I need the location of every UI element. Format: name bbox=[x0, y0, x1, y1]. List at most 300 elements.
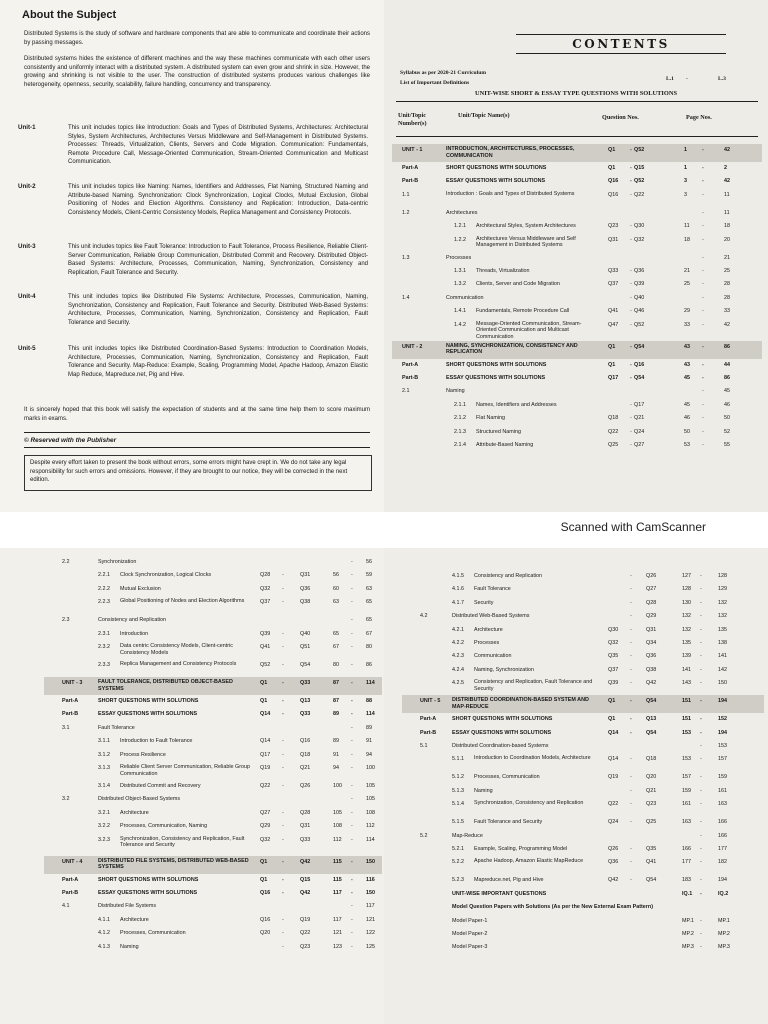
contents-row bbox=[384, 220, 768, 233]
page-end: 65 bbox=[366, 617, 372, 624]
question-end: Q23 bbox=[646, 801, 657, 808]
row-number: 1.3 bbox=[402, 254, 410, 261]
row-number: Part-A bbox=[402, 361, 419, 368]
row-title: Process Resilience bbox=[120, 751, 166, 758]
page-start: 53 bbox=[684, 442, 690, 448]
row-number: 3.1 bbox=[62, 724, 70, 731]
question-end: Q54 bbox=[646, 877, 657, 884]
row-title: Communication bbox=[474, 653, 512, 660]
unit-label: Unit-4 bbox=[18, 293, 36, 300]
page-end: 44 bbox=[724, 361, 730, 368]
range-dash: - bbox=[351, 823, 353, 830]
row-sub-number: 4.1.3 bbox=[98, 943, 110, 950]
row-number: Part-B bbox=[402, 178, 419, 185]
copyright-notice: © Reserved with the Publisher bbox=[24, 437, 117, 444]
unit-text: This unit includes topics like Distributed File Systems: Architecture, Processes, Communication, Naming, Synchronization, Consistency and Replication, Fault Tolerance and Security. Distributed Web-Based Systems: Architecture, Processes, Communication, Naming, Synchronization, Consistency and Replication, Fault Tolerance and Security. bbox=[68, 294, 368, 326]
unit-text: This unit includes topics like Fault Tolerance: Introduction to Fault Tolerance, Process Resilience, Reliable Client-Server Communication, Reliable Group Communication, Distributed Commit and Recovery. Distributed Object-Based Systems: Architecture, Processes, Communication, Naming, Synchronization, Consistency and Replication, Fault Tolerance and Security. bbox=[68, 244, 368, 276]
row-sub-number: 3.1.2 bbox=[98, 751, 110, 758]
question-end: Q54 bbox=[634, 375, 645, 381]
page-start: 127 bbox=[682, 573, 691, 579]
row-title: Introduction to Fault Tolerance bbox=[120, 738, 193, 745]
range-dash: - bbox=[351, 943, 353, 950]
row-sub-number: 4.2.4 bbox=[452, 666, 464, 673]
contents-row bbox=[384, 816, 768, 829]
question-start: Q28 bbox=[260, 572, 271, 579]
page-end: IQ.2 bbox=[718, 890, 729, 897]
page-end: 20 bbox=[724, 236, 730, 243]
question-end: Q27 bbox=[646, 586, 657, 593]
question-end: Q19 bbox=[300, 916, 311, 923]
contents-row bbox=[384, 359, 768, 372]
question-end: Q40 bbox=[634, 294, 645, 301]
contents-row bbox=[384, 624, 768, 637]
range-dash: - bbox=[351, 890, 353, 896]
range-dash: - bbox=[630, 716, 632, 723]
row-number: 2.3 bbox=[62, 617, 70, 624]
intro-paragraph-1: Distributed Systems is the study of software and hardware components that are able to communicate and coordinate their actions by passing messages. bbox=[24, 31, 370, 46]
range-dash: - bbox=[630, 442, 632, 448]
question-end: Q54 bbox=[634, 343, 645, 350]
page-start: 87 bbox=[333, 680, 339, 686]
contents-row bbox=[0, 596, 384, 614]
page-start: 56 bbox=[333, 572, 339, 579]
row-title: Threads, Virtualization bbox=[476, 268, 530, 274]
row-sub-number: 1.2.2 bbox=[454, 236, 466, 243]
range-dash: - bbox=[630, 147, 632, 153]
row-sub-number: 2.1.3 bbox=[454, 428, 466, 435]
row-title: Model Paper-2 bbox=[452, 931, 488, 937]
range-dash: - bbox=[282, 823, 284, 830]
question-end: Q21 bbox=[646, 787, 657, 794]
contents-row bbox=[384, 412, 768, 425]
range-dash: - bbox=[702, 268, 704, 274]
row-title: Clock Synchronization, Logical Clocks bbox=[120, 572, 212, 579]
page-start: 128 bbox=[682, 586, 691, 593]
page-end: 55 bbox=[724, 442, 730, 448]
page-end: 88 bbox=[366, 698, 372, 704]
page-end: 42 bbox=[724, 147, 730, 153]
row-number: 3.2 bbox=[62, 796, 70, 803]
range-dash: - bbox=[630, 613, 632, 620]
page-start: 108 bbox=[333, 823, 342, 830]
range-dash: - bbox=[351, 711, 353, 718]
page-start: 43 bbox=[684, 343, 690, 350]
question-start: Q14 bbox=[260, 738, 271, 745]
row-sub-number: 3.2.1 bbox=[98, 809, 110, 816]
page-end: 25 bbox=[724, 268, 730, 274]
question-end: Q51 bbox=[300, 644, 311, 650]
contents-row bbox=[0, 927, 384, 940]
row-title: ESSAY QUESTIONS WITH SOLUTIONS bbox=[98, 890, 198, 896]
row-number: 5.2 bbox=[420, 832, 428, 839]
range-dash: - bbox=[700, 680, 702, 687]
row-sub-number: 3.1.3 bbox=[98, 765, 110, 771]
question-start: Q37 bbox=[260, 599, 271, 606]
row-title: UNIT-WISE IMPORTANT QUESTIONS bbox=[452, 890, 547, 897]
contents-row bbox=[0, 749, 384, 762]
page-start: 21 bbox=[684, 268, 690, 274]
row-title: NAMING, SYNCHRONIZATION, CONSISTENCY AND REPLICATION bbox=[446, 342, 578, 356]
row-title: Naming, Synchronization bbox=[474, 666, 534, 673]
unit-text: This unit includes topics like Distributed Coordination-Based Systems: Introduction to Coordination Models, Architecture, Processes, Communication, Naming, Synchronization, Consistency and Replication, Fault Tolerance and Security. Map-Reduce: Example, Scaling, Programming Model, Apache Hadoop, Amazon Elastic Map Reduce, Mapreduce.net, Pig and Hive. bbox=[68, 346, 368, 378]
range-dash: - bbox=[700, 890, 702, 897]
range-dash: - bbox=[700, 944, 702, 951]
page-start: 143 bbox=[682, 680, 691, 687]
question-start: Q39 bbox=[260, 630, 271, 637]
definitions-page-end: L.3 bbox=[718, 76, 726, 82]
question-start: Q22 bbox=[608, 801, 619, 808]
page-start: 91 bbox=[333, 751, 339, 758]
range-dash: - bbox=[630, 787, 632, 794]
page-end: 182 bbox=[718, 859, 727, 866]
row-title: Processes bbox=[446, 254, 472, 261]
contents-row bbox=[0, 834, 384, 856]
question-end: Q22 bbox=[300, 930, 311, 937]
row-sub-number: 4.1.7 bbox=[452, 599, 464, 606]
row-title: ESSAY QUESTIONS WITH SOLUTIONS bbox=[452, 729, 552, 736]
page-end: 52 bbox=[724, 428, 730, 435]
row-sub-number: 2.1.1 bbox=[454, 401, 466, 408]
page-end: 28 bbox=[724, 294, 730, 301]
page-end: 105 bbox=[366, 783, 375, 789]
page-end: 177 bbox=[718, 846, 727, 852]
page-title: About the Subject bbox=[22, 9, 117, 21]
page-start: 89 bbox=[333, 738, 339, 745]
page-start: 45 bbox=[684, 375, 690, 381]
row-sub-number: 2.2.3 bbox=[98, 599, 110, 606]
definitions-page-start: L.1 bbox=[666, 76, 674, 82]
row-number: Part-A bbox=[420, 716, 437, 723]
range-dash: - bbox=[630, 756, 632, 763]
question-end: Q18 bbox=[300, 751, 311, 758]
contents-row bbox=[0, 628, 384, 641]
question-start: Q19 bbox=[608, 774, 619, 781]
question-end: Q24 bbox=[634, 428, 645, 435]
row-title: Introduction : Goals and Types of Distributed Systems bbox=[446, 190, 575, 197]
range-dash: - bbox=[630, 774, 632, 781]
page-start: 112 bbox=[333, 836, 342, 843]
page-start: 123 bbox=[333, 943, 342, 950]
page-start: 121 bbox=[333, 930, 342, 937]
page-end: 153 bbox=[718, 743, 727, 749]
unit-text: This unit includes topics like Naming: Names, Identifiers and Addresses, Flat Naming, Structured Naming and Attribute-based Naming. Synchronization: Clock Synchronization, Logical Clocks, Mutual Exclusion, Global Positioning of Nodes and Election Algorithms. Consistency and Replication: Introduction, Data-centric Consistency Models, Client-Centric Consistency Models, Replica Management and Consistency Protocols. bbox=[68, 184, 368, 216]
row-title: Global Positioning of Nodes and Election Algorithms bbox=[120, 598, 245, 605]
range-dash: - bbox=[630, 801, 632, 808]
page-end: 161 bbox=[718, 787, 727, 794]
row-sub-number: 5.1.4 bbox=[452, 801, 464, 808]
question-end: Q38 bbox=[300, 599, 311, 606]
question-end: Q29 bbox=[646, 613, 657, 620]
contents-row bbox=[384, 189, 768, 207]
divider bbox=[24, 447, 370, 448]
question-end: Q41 bbox=[646, 859, 657, 866]
row-title: Map-Reduce bbox=[452, 832, 483, 839]
contents-row bbox=[384, 597, 768, 610]
contents-row bbox=[384, 753, 768, 771]
question-end: Q27 bbox=[634, 442, 645, 448]
range-dash: - bbox=[282, 698, 284, 704]
range-dash: - bbox=[702, 415, 704, 422]
range-dash: - bbox=[630, 573, 632, 579]
range-dash: - bbox=[702, 401, 704, 408]
row-title: Synchronization, Consistency and Replication bbox=[474, 800, 584, 807]
question-start: Q1 bbox=[608, 343, 616, 350]
question-start: Q32 bbox=[260, 585, 271, 592]
page-end: 121 bbox=[366, 916, 375, 923]
range-dash: - bbox=[282, 662, 284, 668]
page-start: 18 bbox=[684, 236, 690, 243]
range-dash: - bbox=[282, 916, 284, 923]
unit-label: Unit-3 bbox=[18, 243, 36, 250]
question-end: Q15 bbox=[300, 876, 311, 883]
row-title: Model Question Papers with Solutions (As per the New External Exam Pattern) bbox=[452, 904, 653, 911]
question-start: Q42 bbox=[608, 877, 619, 884]
page-end: 11 bbox=[724, 209, 730, 216]
row-title: Security bbox=[474, 599, 494, 606]
contents-row bbox=[384, 319, 768, 341]
range-dash: - bbox=[630, 626, 632, 633]
row-title: Communication bbox=[446, 294, 484, 301]
question-start: Q32 bbox=[260, 836, 271, 843]
range-dash: - bbox=[702, 254, 704, 261]
range-dash: - bbox=[702, 178, 704, 185]
range-dash: - bbox=[351, 903, 353, 910]
row-number: UNIT - 1 bbox=[402, 147, 423, 153]
row-title: SHORT QUESTIONS WITH SOLUTIONS bbox=[98, 698, 199, 704]
row-sub-number: 4.1.1 bbox=[98, 916, 110, 923]
question-end: Q13 bbox=[300, 698, 311, 704]
page-end: 63 bbox=[366, 585, 372, 592]
question-start: Q1 bbox=[260, 680, 268, 686]
range-dash: - bbox=[351, 559, 353, 565]
page-start: 1 bbox=[684, 165, 687, 171]
page-end: 67 bbox=[366, 630, 372, 637]
range-dash: - bbox=[282, 836, 284, 843]
range-dash: - bbox=[630, 846, 632, 852]
page-end: 91 bbox=[366, 738, 372, 745]
row-title: Architectures Versus Middleware and Self Management in Distributed Systems bbox=[476, 235, 576, 249]
range-dash: - bbox=[630, 428, 632, 435]
page-start: 100 bbox=[333, 783, 342, 789]
row-sub-number: 2.3.1 bbox=[98, 630, 110, 637]
col-question-nos: Question Nos. bbox=[602, 114, 639, 121]
question-end: Q28 bbox=[300, 809, 311, 816]
question-start: Q1 bbox=[260, 858, 268, 865]
question-end: Q32 bbox=[634, 236, 645, 243]
page-end: 28 bbox=[724, 281, 730, 288]
range-dash: - bbox=[351, 765, 353, 771]
range-dash: - bbox=[282, 599, 284, 606]
col-page-nos: Page Nos. bbox=[686, 114, 712, 121]
row-title: SHORT QUESTIONS WITH SOLUTIONS bbox=[446, 165, 547, 171]
question-end: Q52 bbox=[634, 321, 645, 328]
question-start: Q22 bbox=[260, 783, 271, 789]
question-start: Q17 bbox=[608, 375, 619, 381]
row-title: Introduction to Coordination Models, Architecture bbox=[474, 755, 591, 762]
row-title: Data centric Consistency Models, Client-centric Consistency Models bbox=[120, 643, 233, 656]
page-end: 163 bbox=[718, 801, 727, 808]
question-end: Q52 bbox=[634, 147, 645, 153]
question-start: Q16 bbox=[260, 890, 271, 896]
section-heading: UNIT-WISE SHORT & ESSAY TYPE QUESTIONS WITH SOLUTIONS bbox=[474, 90, 678, 97]
page-end: 150 bbox=[718, 680, 727, 687]
range-dash: - bbox=[700, 729, 702, 736]
row-title: Processes, Communication bbox=[474, 774, 540, 781]
question-start: Q16 bbox=[608, 191, 619, 198]
page-start: 159 bbox=[682, 787, 691, 794]
closing-paragraph: It is sincerely hoped that this book will satisfy the expectation of students and at the same time help them to score maximum marks in exams. bbox=[24, 407, 370, 422]
question-start: Q25 bbox=[608, 442, 619, 448]
range-dash: - bbox=[700, 787, 702, 794]
row-sub-number: 3.1.4 bbox=[98, 783, 110, 789]
question-end: Q33 bbox=[300, 711, 311, 718]
unit-label: Unit-5 bbox=[18, 345, 36, 352]
page-end: 42 bbox=[724, 178, 730, 185]
page-end: 45 bbox=[724, 388, 730, 395]
page-end: 100 bbox=[366, 765, 375, 771]
range-dash: - bbox=[700, 917, 702, 924]
contents-row bbox=[384, 252, 768, 265]
range-dash: - bbox=[351, 698, 353, 704]
page-end: MP.2 bbox=[718, 931, 730, 937]
question-start: Q26 bbox=[608, 846, 619, 852]
page-start: 135 bbox=[682, 640, 691, 646]
range-dash: - bbox=[700, 832, 702, 839]
unit-header-row bbox=[392, 341, 762, 359]
page-start: 153 bbox=[682, 756, 691, 763]
unit-text: This unit includes topics like Introduction: Goals and Types of Distributed Systems, Architectures: Architectural Styles, System Architectures, Architectures Versus Middleware and Self-Management in Distributed Systems. Processes: Threads, Virtualization, Clients, Servers and Code Migration. Communication: Fundamentals, Remote Procedure Call, Message-Oriented Communication, Stream-Oriented Communication and Multicast Communication. bbox=[68, 125, 368, 165]
row-number: UNIT - 2 bbox=[402, 343, 423, 350]
row-sub-number: 5.1.2 bbox=[452, 774, 464, 781]
row-title: Example, Scaling, Programming Model bbox=[474, 846, 568, 852]
unit-label: Unit-1 bbox=[18, 124, 36, 131]
page-start: 3 bbox=[684, 191, 687, 198]
question-end: Q26 bbox=[646, 573, 657, 579]
range-dash: - bbox=[630, 680, 632, 687]
row-title: Model Paper-3 bbox=[452, 944, 488, 951]
row-sub-number: 4.2.3 bbox=[452, 653, 464, 660]
page-end: 132 bbox=[718, 613, 727, 620]
page-end: 194 bbox=[718, 698, 727, 705]
contents-row bbox=[384, 771, 768, 784]
range-dash: - bbox=[702, 236, 704, 243]
row-title: Clients, Server and Code Migration bbox=[476, 281, 560, 288]
row-title: ESSAY QUESTIONS WITH SOLUTIONS bbox=[446, 375, 546, 381]
contents-row bbox=[384, 439, 768, 452]
row-title: SHORT QUESTIONS WITH SOLUTIONS bbox=[446, 361, 547, 368]
range-dash: - bbox=[700, 743, 702, 749]
page-start: 153 bbox=[682, 729, 691, 736]
range-dash: - bbox=[630, 321, 632, 328]
page-start: 166 bbox=[682, 846, 691, 852]
page-end: 125 bbox=[366, 943, 375, 950]
question-start: Q1 bbox=[608, 165, 616, 171]
page-start: 80 bbox=[333, 662, 339, 668]
row-sub-number: 2.3.3 bbox=[98, 662, 110, 668]
row-title: Flat Naming bbox=[476, 415, 506, 422]
row-sub-number: 2.2.1 bbox=[98, 572, 110, 579]
contents-row bbox=[0, 807, 384, 820]
range-dash: - bbox=[282, 783, 284, 789]
page-end: 122 bbox=[366, 930, 375, 937]
range-dash: - bbox=[702, 428, 704, 435]
contents-row bbox=[0, 820, 384, 833]
page-end: 135 bbox=[718, 626, 727, 633]
range-dash: - bbox=[282, 680, 284, 686]
question-start: Q1 bbox=[608, 147, 616, 153]
contents-row bbox=[384, 856, 768, 874]
page-start: 117 bbox=[333, 916, 342, 923]
page-end: 86 bbox=[724, 343, 730, 350]
question-start: Q30 bbox=[608, 626, 619, 633]
range-dash: - bbox=[282, 858, 284, 865]
row-sub-number: 5.1.3 bbox=[452, 787, 464, 794]
unit-header-row bbox=[44, 856, 382, 874]
range-dash: - bbox=[700, 653, 702, 660]
contents-row bbox=[384, 399, 768, 412]
range-dash: - bbox=[282, 572, 284, 579]
page-end: 42 bbox=[724, 321, 730, 328]
question-end: Q52 bbox=[634, 178, 645, 185]
range-dash: - bbox=[282, 711, 284, 718]
contents-row bbox=[384, 650, 768, 663]
question-start: Q1 bbox=[608, 716, 616, 723]
contents-row bbox=[384, 798, 768, 816]
question-start: Q23 bbox=[608, 223, 619, 230]
question-start: Q22 bbox=[608, 428, 619, 435]
question-end: Q42 bbox=[300, 890, 311, 896]
contents-row bbox=[384, 874, 768, 887]
page-end: 2 bbox=[724, 165, 727, 171]
question-start: Q37 bbox=[608, 281, 619, 288]
row-title: Attribute-Based Naming bbox=[476, 442, 534, 448]
row-sub-number: 4.1.6 bbox=[452, 586, 464, 593]
contents-row bbox=[384, 162, 768, 175]
page-start: 94 bbox=[333, 765, 339, 771]
range-dash: - bbox=[700, 931, 702, 937]
question-end: Q54 bbox=[646, 698, 657, 705]
range-dash: - bbox=[630, 640, 632, 646]
range-dash: - bbox=[630, 586, 632, 593]
divider bbox=[24, 432, 370, 433]
row-sub-number: 2.1.2 bbox=[454, 415, 466, 422]
page-start: 50 bbox=[684, 428, 690, 435]
definitions-line: List of Important Definitions bbox=[400, 80, 470, 86]
question-end: Q36 bbox=[634, 268, 645, 274]
question-end: Q40 bbox=[300, 630, 311, 637]
row-title: ESSAY QUESTIONS WITH SOLUTIONS bbox=[98, 711, 198, 718]
page-end: 117 bbox=[366, 903, 375, 910]
row-number: 1.2 bbox=[402, 209, 410, 216]
page-start: 63 bbox=[333, 599, 339, 606]
col-unit-number: Unit/Topic Number(s) bbox=[398, 112, 427, 127]
row-number: 2.1 bbox=[402, 388, 410, 395]
question-start: Q17 bbox=[260, 751, 271, 758]
page-end: 33 bbox=[724, 308, 730, 315]
page-start: MP.1 bbox=[682, 917, 694, 924]
row-title: Naming bbox=[474, 787, 493, 794]
range-dash: - bbox=[351, 930, 353, 937]
row-title: Processes bbox=[474, 640, 500, 646]
row-title: Architecture bbox=[474, 626, 503, 633]
contents-row bbox=[0, 569, 384, 582]
range-dash: - bbox=[702, 165, 704, 171]
range-dash: - bbox=[282, 644, 284, 650]
contents-row bbox=[384, 727, 768, 740]
question-end: Q21 bbox=[300, 765, 311, 771]
row-title: Synchronization bbox=[98, 559, 137, 565]
range-dash: - bbox=[351, 680, 353, 686]
